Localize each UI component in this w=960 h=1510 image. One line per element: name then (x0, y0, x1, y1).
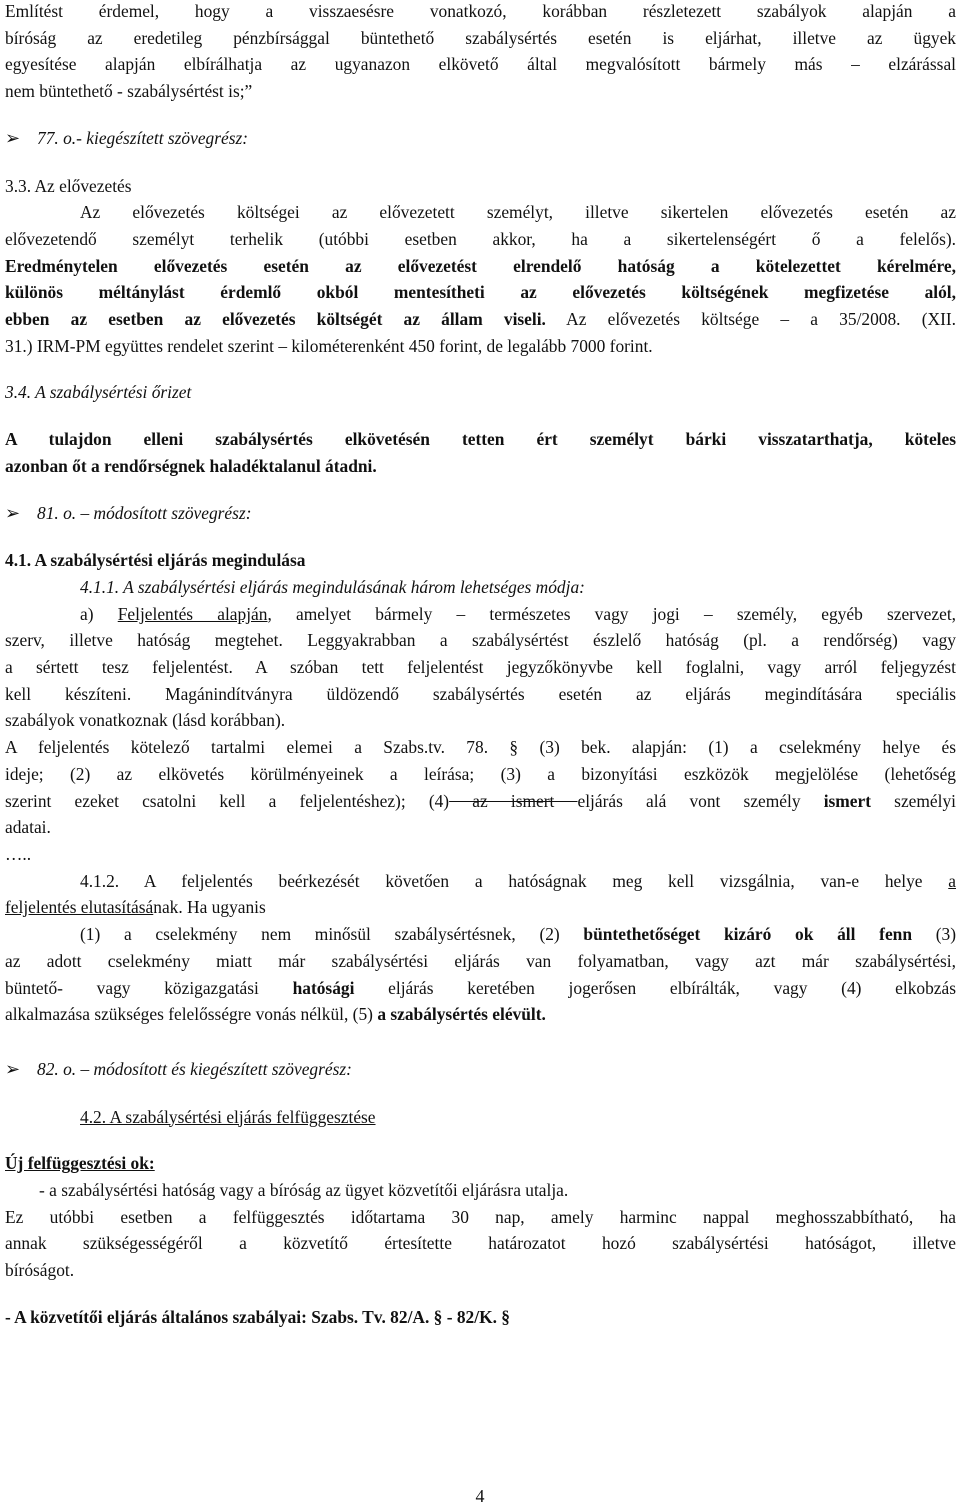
section-4-1-heading: 4.1. A szabálysértési eljárás megindulása (5, 550, 306, 571)
arrow-bullet-icon: ➢ (5, 1058, 21, 1080)
intro-line-1: Említést érdemel, hogy a visszaesésre vonatkozó, korábban részletezett szabályok alapján a (5, 1, 956, 21)
section-3-4-heading: 3.4. A szabálysértési őrizet (5, 382, 192, 403)
section-3-4-bold-line2: azonban őt a rendőrségnek haladéktalanul átadni. (5, 455, 377, 476)
intro-line-3: egyesítése alapján elbírálhatja az ugyanazon elkövető által megvalósított bármely más – elzárással (5, 54, 956, 75)
item-a-rest: , amelyet bármely – természetes vagy jogi – személy, egyéb szervezet, (267, 603, 957, 624)
ellipsis: ….. (5, 843, 32, 864)
intro-line-4: nem büntethető - szabálysértést is;” (5, 81, 253, 102)
section-3-3-p1-line2: elővezetendő személyt terhelik (utóbbi esetben akkor, ha a sikertelenségért ő a felelős). (5, 228, 956, 249)
section-4-1-line2: szerv, illetve hatóság megtehet. Leggyakrabban a szabálysértést észlelő hatóság (pl. a rendőrség) vagy (5, 630, 956, 651)
section-3-3-heading: 3.3. Az elővezetés (5, 175, 132, 196)
document-page (5, 0, 956, 1331)
section-3-3-line3 (5, 306, 956, 333)
section-3-3-p1-line1: Az elővezetés költségei az elővezetett személyt, illetve sikertelen elővezetés esetén az (80, 202, 956, 223)
struck-text: az ismert (449, 790, 578, 811)
note-82 (5, 1056, 956, 1084)
intro-line-2: bíróság az eredetileg pénzbírsággal büntethető szabálysértés esetén is eljárhat, illetve az ügyek (5, 27, 956, 48)
section-3-3-bold-line3: ebben az esetben az elővezetés költségét az állam viseli. (5, 309, 546, 330)
s412-part-a: 4.1.2. A feljelentés beérkezését követően a hatóságnak meg kell vizsgálnia, van-e helye (80, 870, 949, 891)
section-4-2-heading: 4.2. A szabálysértési eljárás felfüggesztése (80, 1106, 376, 1127)
note-77-text: 77. o.- kiegészített szövegrész: (37, 127, 249, 148)
line8-part-a: szerint ezeket csatolni kell a feljelentéshez); (4) (5, 790, 450, 811)
section-4-1-line9: adatai. (5, 817, 51, 838)
section-4-1-line7: ideje; (2) az elkövetés körülményeinek a leírása; (3) a bizonyítási eszközök megjelölése (lehetőség (5, 763, 956, 784)
cond3-part-a: büntető- vagy közigazgatási (5, 977, 293, 998)
note-82-text: 82. o. – módosított és kiegészített szövegrész: (37, 1058, 352, 1079)
cond3-part-b: eljárás keretében jogerősen elbírálták, vagy (4) elkobzás (354, 977, 956, 998)
section-4-1-a-line (5, 601, 956, 628)
note-81-text: 81. o. – módosított szövegrész: (37, 502, 252, 523)
conditions-line2: az adott cselekmény miatt már szabálysértési eljárás van folyamatban, vagy azt már szabálysértési, (5, 950, 956, 971)
section-4-1-line3: a sértett tesz feljelentést. A szóban tett feljelentést jegyzőkönyvbe kell foglalni, vagy arról feljegyzést (5, 657, 956, 678)
dash-item: - a szabálysértési hatóság vagy a bíróság az ügyet közvetítői eljárásra utalja. (39, 1180, 569, 1201)
section-4-1-2-line2 (5, 894, 956, 921)
cond1-part-a: (1) a cselekmény nem minősül szabálysértésnek, (2) (80, 924, 584, 945)
s412-underlined-a: a (948, 870, 956, 891)
arrow-bullet-icon: ➢ (5, 502, 21, 524)
line8-part-b: eljárás alá vont személy (577, 790, 824, 811)
section-4-1-2-line1 (5, 868, 956, 895)
section-4-2-line2: annak szükségességéről a közvetítő értesítette határozatot hozó szabálysértési hatóságot, illetve (5, 1233, 956, 1254)
section-4-1-line4: kell készíteni. Magánindítványra üldözendő szabálysértés esetén az eljárás megindítására speciális (5, 683, 956, 704)
bold-ismert: ismert (823, 790, 872, 811)
section-3-4-bold-line1: A tulajdon elleni szabálysértés elkövetésén tetten ért személyt bárki visszatarthatja, köteles (5, 429, 956, 450)
section-4-2-line1: Ez utóbbi esetben a felfüggesztés időtartama 30 nap, amely harminc nappal meghosszabbítható, ha (5, 1206, 956, 1227)
arrow-bullet-icon: ➢ (5, 127, 21, 149)
cond1-bold: büntethetőséget kizáró ok áll fenn (583, 924, 913, 945)
cond4-part-a: alkalmazása szükséges felelősségre vonás nélkül, (5) (5, 1004, 378, 1025)
section-4-1-line8 (5, 788, 956, 815)
s412-part-b: nak. Ha ugyanis (153, 897, 266, 918)
conditions-line1 (5, 921, 956, 948)
item-a-underlined: Feljelentés alapján (117, 603, 268, 624)
conditions-line3 (5, 975, 956, 1002)
item-a-prefix: a) (80, 603, 118, 624)
cond1-part-b: (3) (912, 924, 956, 945)
page-number: 4 (475, 1486, 485, 1506)
section-4-1-line6: A feljelentés kötelező tartalmi elemei a Szabs.tv. 78. § (3) bek. alapján: (1) a cselekmény helye és (5, 737, 956, 758)
section-3-3-bold-line2: különös méltánylást érdemlő okból mentesítheti az elővezetés költségének megfizetése alól, (5, 282, 956, 303)
section-3-3-bold-line1: Eredménytelen elővezetés esetén az elővezetést elrendelő hatóság a kötelezettet kérelmére, (5, 255, 956, 276)
section-4-1-1-heading: 4.1.1. A szabálysértési eljárás megindulásának három lehetséges módja: (80, 576, 585, 597)
final-bold-line: - A közvetítői eljárás általános szabályai: Szabs. Tv. 82/A. § - 82/K. § (5, 1306, 510, 1327)
new-reason-label: Új felfüggesztési ok: (5, 1153, 155, 1174)
section-3-3-cost-line: 31.) IRM-PM együttes rendelet szerint – kilométerenként 450 forint, de legalább 7000 forint. (5, 335, 653, 356)
section-4-1-line5: szabályok vonatkoznak (lásd korábban). (5, 710, 286, 731)
cond4-bold: a szabálysértés elévült. (377, 1004, 546, 1025)
note-81 (5, 500, 956, 528)
s412-underlined-rejection: feljelentés elutasításá (5, 897, 154, 918)
note-77 (5, 125, 956, 153)
section-3-3-cost-tail: Az elővezetés költsége – a 35/2008. (XII. (545, 309, 956, 330)
line8-part-c: személyi (871, 790, 956, 811)
conditions-line4 (5, 1001, 956, 1028)
cond3-bold: hatósági (292, 977, 355, 998)
section-4-2-line3: bíróságot. (5, 1260, 75, 1281)
